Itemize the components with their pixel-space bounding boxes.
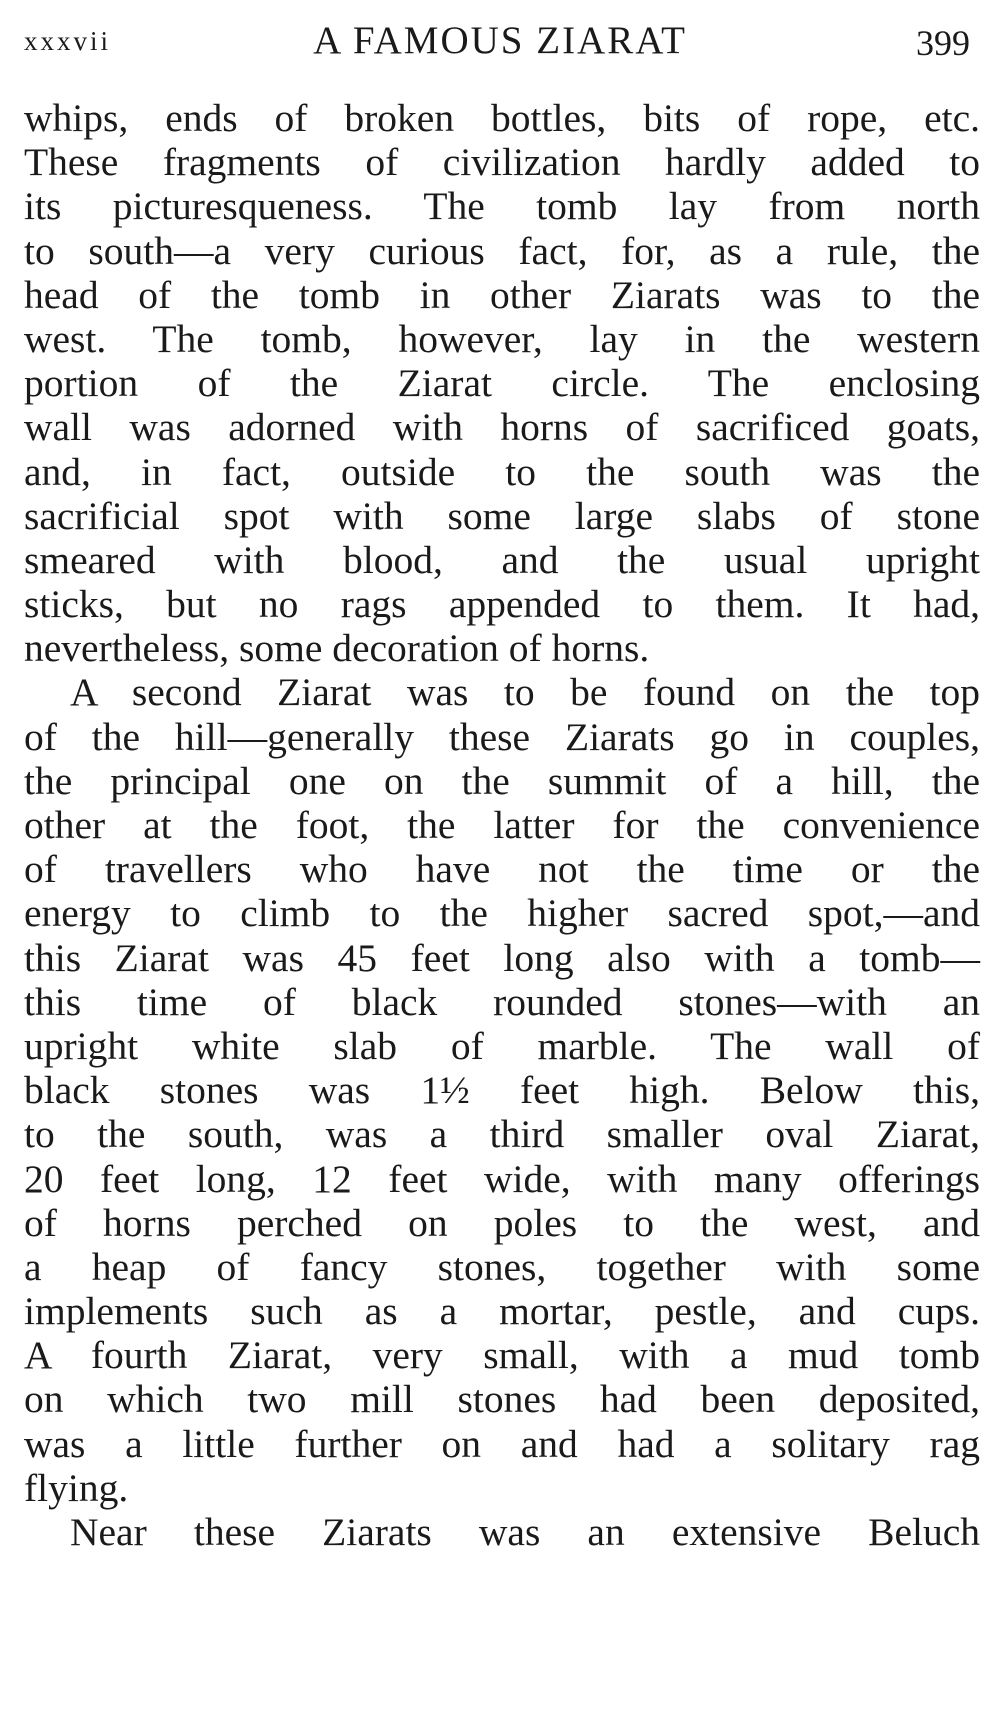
text-line: of travellers who have not the time or the — [24, 847, 980, 892]
text-line: this Ziarat was 45 feet long also with a tomb— — [24, 935, 980, 980]
text-line: energy to climb to the higher sacred spot,—and — [24, 891, 980, 936]
text-line: was a little further on and had a solitary rag — [24, 1421, 980, 1466]
text-line: wall was adorned with horns of sacrificed goats, — [24, 405, 980, 450]
text-line: on which two mill stones had been deposited, — [24, 1377, 980, 1422]
text-line: other at the foot, the latter for the convenience — [24, 803, 980, 847]
text-line: 20 feet long, 12 feet wide, with many offerings — [24, 1156, 980, 1201]
text-line: flying. — [24, 1465, 129, 1510]
text-line: this time of black rounded stones—with an — [24, 979, 980, 1024]
page-number: 399 — [916, 23, 970, 63]
text-line: west. The tomb, however, lay in the western — [24, 316, 980, 361]
text-line: portion of the Ziarat circle. The enclosing — [24, 361, 980, 406]
text-line: of the hill—generally these Ziarats go in couples, — [24, 714, 980, 759]
running-header — [24, 18, 976, 62]
text-line: nevertheless, some decoration of horns. — [24, 626, 650, 671]
text-line: upright white slab of marble. The wall of — [24, 1023, 980, 1068]
text-line: head of the tomb in other Ziarats was to the — [24, 272, 980, 317]
text-line: of horns perched on poles to the west, and — [24, 1200, 980, 1245]
text-line: to the south, was a third smaller oval Ziarat, — [24, 1112, 980, 1157]
text-line: Near these Ziarats was an extensive Beluch — [70, 1510, 980, 1554]
text-line: sacrificial spot with some large slabs of stone — [24, 493, 980, 538]
text-line: A fourth Ziarat, very small, with a mud tomb — [24, 1333, 980, 1378]
text-line: a heap of fancy stones, together with some — [24, 1244, 980, 1289]
text-line: and, in fact, outside to the south was the — [24, 449, 980, 494]
chapter-number: xxxvii — [24, 26, 112, 56]
text-line: These fragments of civilization hardly added to — [24, 140, 980, 185]
text-line: implements such as a mortar, pestle, and cups. — [24, 1289, 980, 1334]
text-line: black stones was 1½ feet high. Below this, — [24, 1068, 980, 1113]
text-line: smeared with blood, and the usual upright — [24, 537, 980, 582]
running-title: A FAMOUS ZIARAT — [313, 19, 687, 62]
text-line: its picturesqueness. The tomb lay from north — [24, 184, 980, 229]
text-line: the principal one on the summit of a hill, the — [24, 758, 980, 803]
text-line: A second Ziarat was to be found on the top — [70, 670, 980, 715]
text-line: sticks, but no rags appended to them. It had, — [24, 582, 980, 627]
body-text — [24, 96, 980, 1554]
text-line: to south—a very curious fact, for, as a rule, the — [24, 228, 980, 273]
text-line: whips, ends of broken bottles, bits of rope, etc. — [24, 96, 980, 140]
